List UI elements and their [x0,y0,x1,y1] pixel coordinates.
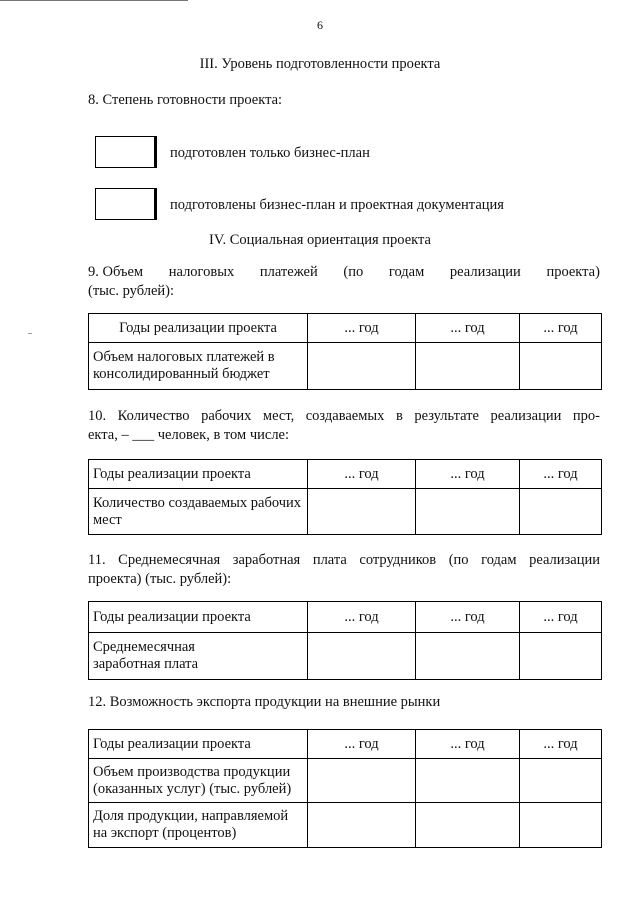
option-label-business-plan-and-docs: подготовлены бизнес-план и проектная документация [170,197,504,213]
section-4-title: IV. Социальная ориентация проекта [209,232,431,248]
header-cell: ... год [416,602,520,633]
table-cell-input[interactable] [308,343,416,390]
question-11-line-1: 11. Среднемесячная заработная плата сотрудников (по годам реализации [88,552,600,568]
table-cell-input[interactable] [308,633,416,680]
table-cell-input[interactable] [416,489,520,535]
question-11 [88,551,600,589]
table-cell-input[interactable] [308,803,416,848]
table-cell-input[interactable] [520,803,602,848]
question-11-line-2: проекта) (тыс. рублей): [88,571,232,587]
table-row [89,759,602,803]
table-header-row [89,730,602,759]
question-9-line-2: (тыс. рублей): [88,283,175,299]
q9-word: (по [343,264,364,280]
question-12: 12. Возможность экспорта продукции на внешние рынки [88,694,441,710]
header-cell: ... год [308,730,416,759]
q9-word: налоговых [168,264,235,280]
question-8: 8. Степень готовности проекта: [88,92,283,108]
table-row [89,803,602,848]
table-row [89,343,602,390]
q9-word: платежей [259,264,318,280]
jobs-table [88,459,602,535]
page-number: 6 [317,18,323,32]
table-row [89,489,602,535]
table-cell-input[interactable] [520,489,602,535]
tax-payments-table [88,313,602,390]
table-cell-input[interactable] [308,489,416,535]
row-label: Среднемесячная заработная плата [89,633,308,680]
table-header-row [89,460,602,489]
q9-word: реализации [449,264,521,280]
row-label: Количество создаваемых рабочих мест [89,489,308,535]
row-label: Объем производства продукции (оказанных услуг) (тыс. рублей) [89,759,308,803]
table-cell-input[interactable] [416,803,520,848]
header-cell: ... год [520,460,602,489]
table-cell-input[interactable] [416,343,520,390]
table-cell-input[interactable] [520,633,602,680]
header-cell: ... год [416,730,520,759]
option-checkbox-business-plan[interactable] [95,136,157,168]
table-cell-input[interactable] [520,759,602,803]
option-label-business-plan: подготовлен только бизнес-план [170,145,370,161]
salary-table [88,601,602,680]
question-9 [88,263,600,301]
q9-word: 9. Объем [88,264,144,280]
header-cell: Годы реализации проекта [89,314,308,343]
question-10-line-2: екта, – ___ человек, в том числе: [88,427,290,443]
header-cell: ... год [308,602,416,633]
header-cell: Годы реализации проекта [89,730,308,759]
header-cell: ... год [520,730,602,759]
header-cell: ... год [308,314,416,343]
header-cell: ... год [520,314,602,343]
table-header-row [89,314,602,343]
option-checkbox-business-plan-and-docs[interactable] [95,188,157,220]
q9-word: проекта) [546,264,600,280]
export-table [88,729,602,848]
table-cell-input[interactable] [416,759,520,803]
question-10 [88,407,600,445]
header-cell: Годы реализации проекта [89,460,308,489]
row-label: Объем налоговых платежей в консолидированный бюджет [89,343,308,390]
header-cell: ... год [308,460,416,489]
header-cell: ... год [416,460,520,489]
table-row [89,633,602,680]
table-cell-input[interactable] [520,343,602,390]
section-3-title: III. Уровень подготовленности проекта [199,56,441,72]
header-cell: ... год [520,602,602,633]
header-cell: Годы реализации проекта [89,602,308,633]
table-cell-input[interactable] [308,759,416,803]
header-cell: ... год [416,314,520,343]
top-rule [0,0,188,1]
q9-word: годам [388,264,425,280]
margin-mark [28,333,32,334]
table-cell-input[interactable] [416,633,520,680]
row-label: Доля продукции, направляемой на экспорт (процентов) [89,803,308,848]
table-header-row [89,602,602,633]
question-9-line-1 [88,263,600,282]
question-10-line-1: 10. Количество рабочих мест, создаваемых в результате реализации про- [88,408,600,424]
